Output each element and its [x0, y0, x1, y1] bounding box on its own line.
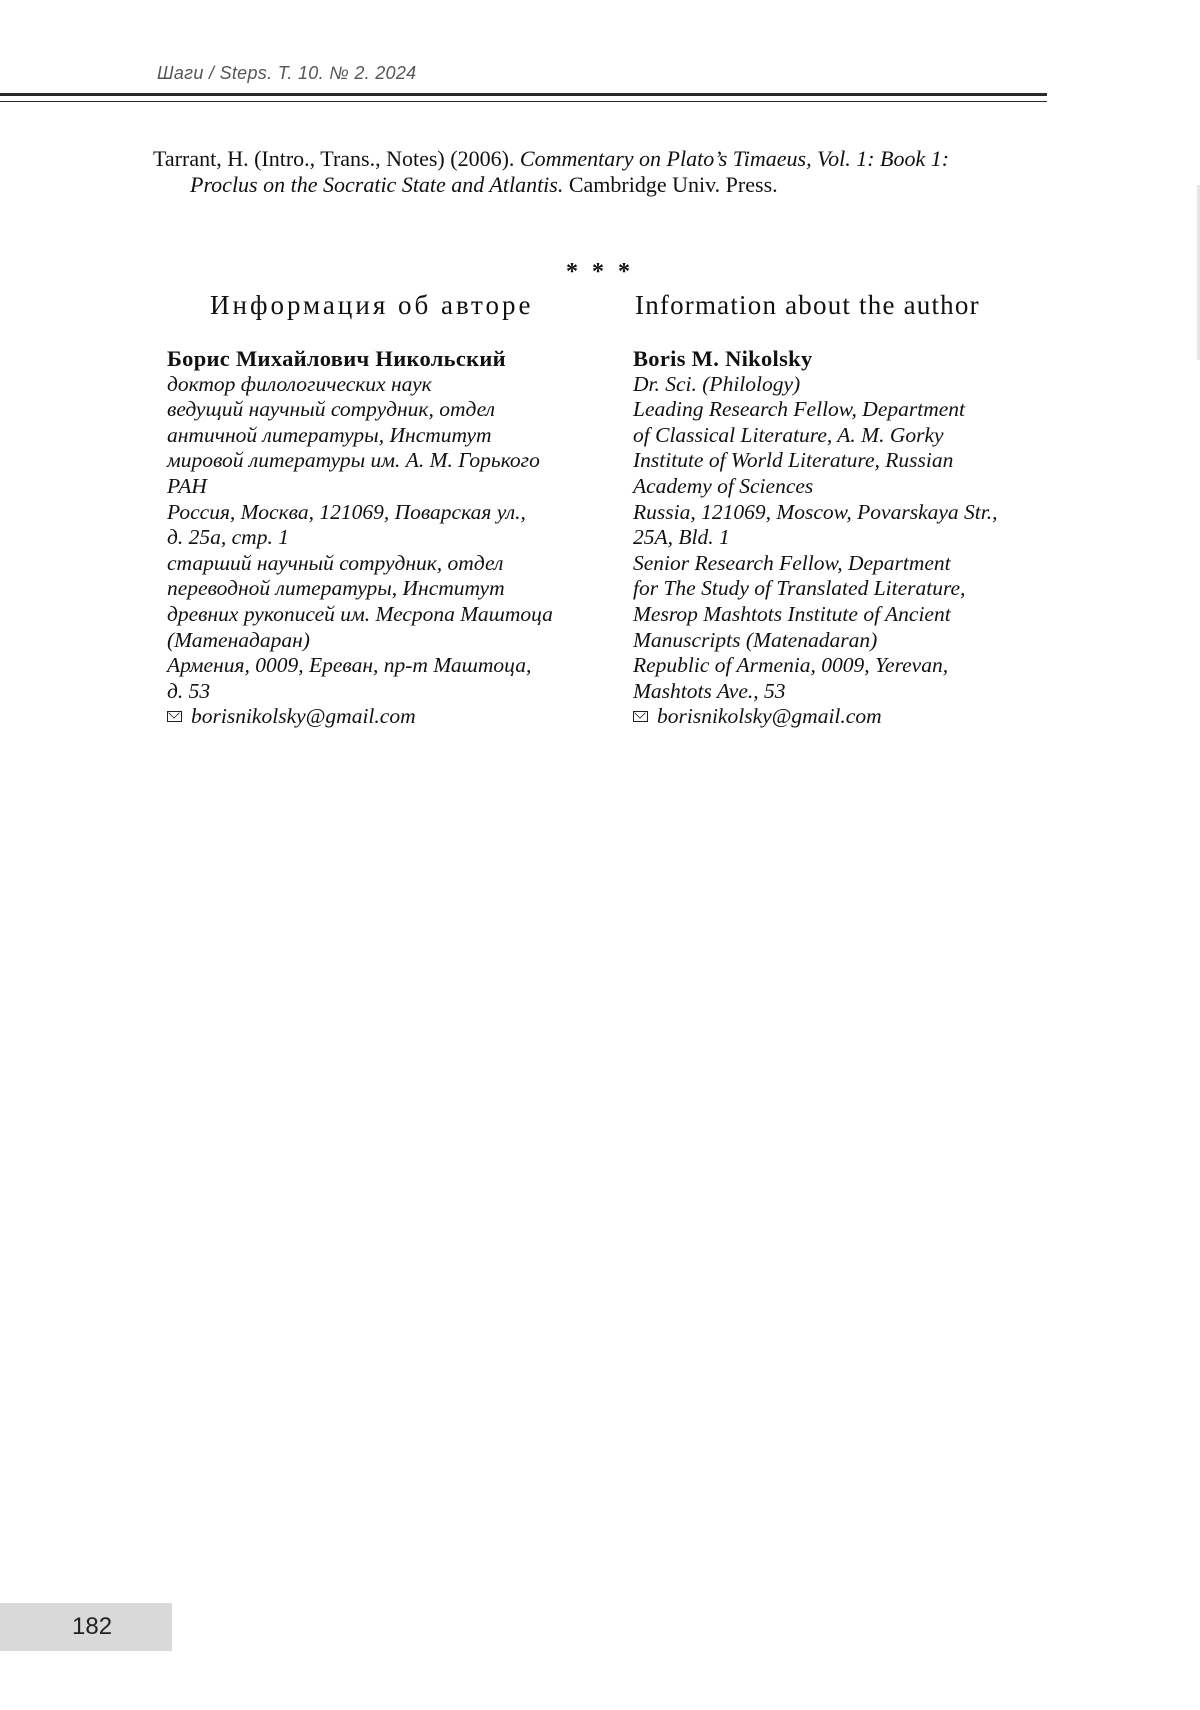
page-number-box	[0, 1603, 172, 1651]
author-ru-line: ведущий научный сотрудник, отдел	[167, 397, 495, 422]
author-en-line: Mesrop Mashtots Institute of Ancient	[633, 601, 951, 626]
header-rule-thin	[0, 101, 1047, 102]
reference-entry	[153, 146, 1033, 198]
author-en-line: of Classical Literature, A. M. Gorky	[633, 422, 944, 447]
section-separator: * * *	[566, 259, 634, 285]
author-info-ru	[167, 346, 607, 730]
author-ru-line: д. 25а, стр. 1	[167, 525, 289, 550]
author-ru-line: переводной литературы, Институт	[167, 576, 505, 601]
author-email-en[interactable]: borisnikolsky@gmail.com	[657, 704, 882, 729]
author-en-line: for The Study of Translated Literature,	[633, 576, 966, 601]
author-en-line: Leading Research Fellow, Department	[633, 397, 965, 422]
author-ru-line: Армения, 0009, Ереван, пр-т Маштоца,	[167, 653, 532, 678]
page-number: 182	[72, 1613, 113, 1640]
envelope-icon	[633, 711, 648, 722]
author-name-en: Boris M. Nikolsky	[633, 346, 813, 371]
author-info-en	[633, 346, 1073, 730]
author-email-ru[interactable]: borisnikolsky@gmail.com	[191, 704, 416, 729]
author-ru-line: РАН	[167, 473, 207, 498]
author-ru-line: старший научный сотрудник, отдел	[167, 550, 504, 575]
author-en-line: 25A, Bld. 1	[633, 525, 730, 550]
heading-author-en: Information about the author	[635, 290, 980, 320]
author-en-line: Institute of World Literature, Russian	[633, 448, 954, 473]
author-email-row-en	[633, 704, 1073, 730]
author-en-line: Academy of Sciences	[633, 473, 814, 498]
author-ru-line: мировой литературы им. А. М. Горького	[167, 448, 540, 473]
author-ru-line: (Матенадаран)	[167, 627, 310, 652]
reference-author: Tarrant, H. (Intro., Trans., Notes) (2006).	[153, 146, 520, 171]
author-ru-line: древних рукописей им. Месропа Маштоца	[167, 601, 553, 626]
author-ru-line: д. 53	[167, 678, 211, 703]
author-en-line: Russia, 121069, Moscow, Povarskaya Str.,	[633, 499, 998, 524]
author-en-line: Senior Research Fellow, Department	[633, 550, 951, 575]
author-en-line: Mashtots Ave., 53	[633, 678, 786, 703]
reference-title-line2: Proclus on the Socratic State and Atlantis.	[190, 172, 564, 197]
heading-author-ru: Информация об авторе	[210, 290, 534, 320]
author-ru-line: Россия, Москва, 121069, Поварская ул.,	[167, 499, 526, 524]
header-rule-thick	[0, 93, 1047, 96]
author-ru-line: доктор филологических наук	[167, 371, 432, 396]
author-name-ru: Борис Михайлович Никольский	[167, 346, 506, 371]
author-en-line: Dr. Sci. (Philology)	[633, 371, 801, 396]
reference-title-line1: Commentary on Plato’s Timaeus, Vol. 1: Book 1:	[519, 146, 950, 171]
author-ru-line: античной литературы, Институт	[167, 422, 492, 447]
author-en-line: Manuscripts (Matenadaran)	[633, 627, 878, 652]
running-head: Шаги / Steps. Т. 10. № 2. 2024	[157, 63, 417, 83]
author-email-row-ru	[167, 704, 607, 730]
reference-publisher: Cambridge Univ. Press.	[563, 172, 778, 197]
author-en-line: Republic of Armenia, 0009, Yerevan,	[633, 653, 949, 678]
envelope-icon	[167, 711, 182, 722]
